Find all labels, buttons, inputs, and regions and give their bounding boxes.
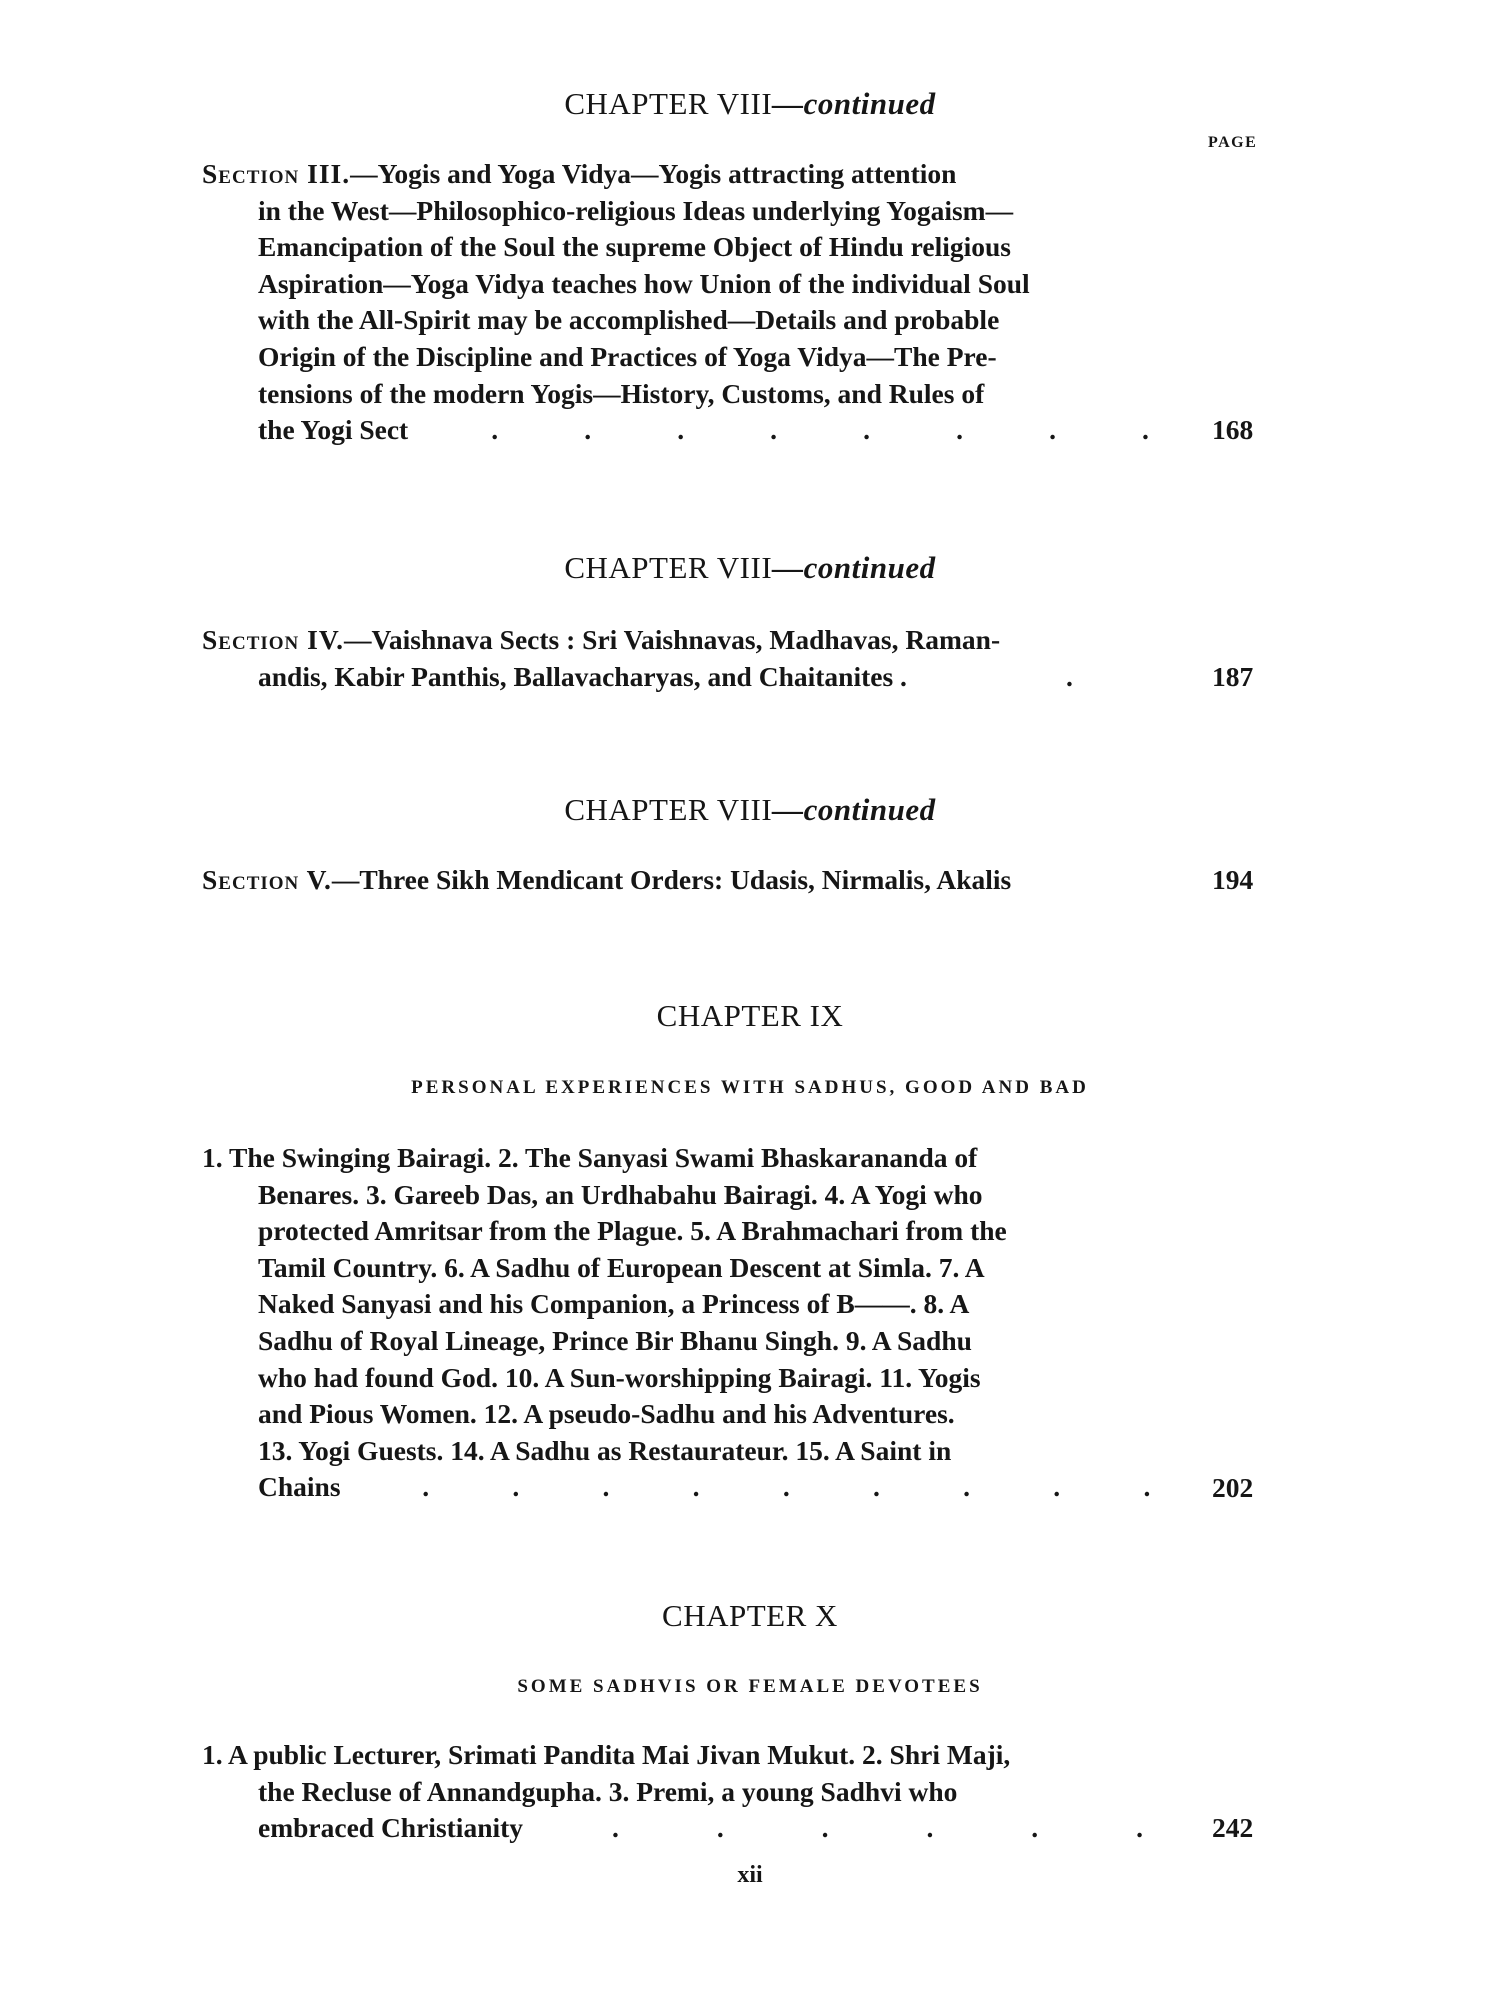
toc-line: who had found God. 10. A Sun-worshipping Bairagi. 11. Yogis [258, 1361, 981, 1393]
toc-entry [202, 862, 1202, 899]
toc-line: protected Amritsar from the Plague. 5. A Brahmachari from the [258, 1215, 1007, 1247]
toc-line: andis, Kabir Panthis, Ballavacharyas, and Chaitanites . . [202, 659, 1202, 696]
toc-line: and Pious Women. 12. A pseudo-Sadhu and his Adventures. [258, 1398, 955, 1430]
page-number: 202 [1212, 1472, 1254, 1503]
leader-dots: . . . . . . . . . [422, 1471, 1151, 1503]
toc-line: Emancipation of the Soul the supreme Object of Hindu religious [258, 231, 1011, 263]
toc-line: Section IV.—Vaishnava Sects : Sri Vaishnavas, Madhavas, Raman- [202, 624, 1001, 655]
section-label: Section V. [202, 864, 332, 895]
chapter-heading: CHAPTER VIII—continued [564, 86, 936, 121]
toc-line: embraced Christianity . . . . . . [202, 1810, 1202, 1847]
toc-line: the Recluse of Annandgupha. 3. Premi, a young Sadhvi who [258, 1775, 958, 1807]
page-number: 194 [1212, 864, 1254, 895]
chapter-heading: CHAPTER VIII—continued [564, 550, 936, 585]
chapter-heading: CHAPTER IX [656, 998, 844, 1033]
section-label: Section IV. [202, 624, 345, 655]
leader-dots: . . . . . . [612, 1812, 1143, 1844]
chapter-subtitle: SOME SADHVIS OR FEMALE DEVOTEES [517, 1676, 983, 1697]
toc-line: 1. A public Lecturer, Srimati Pandita Mai Jivan Mukut. 2. Shri Maji, [202, 1739, 1011, 1770]
toc-line: Origin of the Discipline and Practices of Yoga Vidya—The Pre- [258, 340, 997, 372]
toc-line: 13. Yogi Guests. 14. A Sadhu as Restaurateur. 15. A Saint in [258, 1434, 952, 1466]
toc-entry [202, 1737, 1202, 1847]
toc-line: in the West—Philosophico-religious Ideas underlying Yogaism— [258, 194, 1014, 226]
toc-line: the Yogi Sect . . . . . . . . [202, 412, 1202, 449]
toc-line: Tamil Country. 6. A Sadhu of European Descent at Simla. 7. A [258, 1251, 985, 1283]
leader-dots: . [1066, 660, 1073, 692]
leader-dots: . . . . . . . . [491, 414, 1149, 446]
toc-line: Naked Sanyasi and his Companion, a Princess of B——. 8. A [258, 1288, 970, 1320]
toc-line: Section III.—Yogis and Yoga Vidya—Yogis attracting attention [202, 158, 957, 189]
page-number: 187 [1212, 661, 1254, 692]
toc-line: tensions of the modern Yogis—History, Customs, and Rules of [258, 377, 985, 409]
toc-line: Aspiration—Yoga Vidya teaches how Union of the individual Soul [258, 267, 1030, 299]
section-label: Section III. [202, 158, 351, 189]
toc-line: Section V.—Three Sikh Mendicant Orders: Udasis, Nirmalis, Akalis [202, 864, 1012, 895]
folio: xii [737, 1862, 763, 1888]
page-number: 242 [1212, 1812, 1254, 1843]
toc-entry [202, 156, 1202, 449]
toc-line: with the All-Spirit may be accomplished—Details and probable [258, 304, 1000, 336]
toc-entry [202, 622, 1202, 695]
chapter-heading: CHAPTER VIII—continued [564, 792, 936, 827]
toc-entry [202, 1140, 1202, 1506]
toc-line: Chains . . . . . . . . . [202, 1469, 1202, 1506]
chapter-heading: CHAPTER X [662, 1598, 838, 1633]
toc-line: 1. The Swinging Bairagi. 2. The Sanyasi Swami Bhaskarananda of [202, 1142, 978, 1173]
toc-line: Benares. 3. Gareeb Das, an Urdhabahu Bairagi. 4. A Yogi who [258, 1178, 983, 1210]
toc-line: Sadhu of Royal Lineage, Prince Bir Bhanu Singh. 9. A Sadhu [258, 1324, 972, 1356]
page-number: 168 [1212, 414, 1254, 445]
page-column-label: PAGE [1208, 134, 1258, 151]
chapter-subtitle: PERSONAL EXPERIENCES WITH SADHUS, GOOD AND BAD [411, 1077, 1089, 1098]
